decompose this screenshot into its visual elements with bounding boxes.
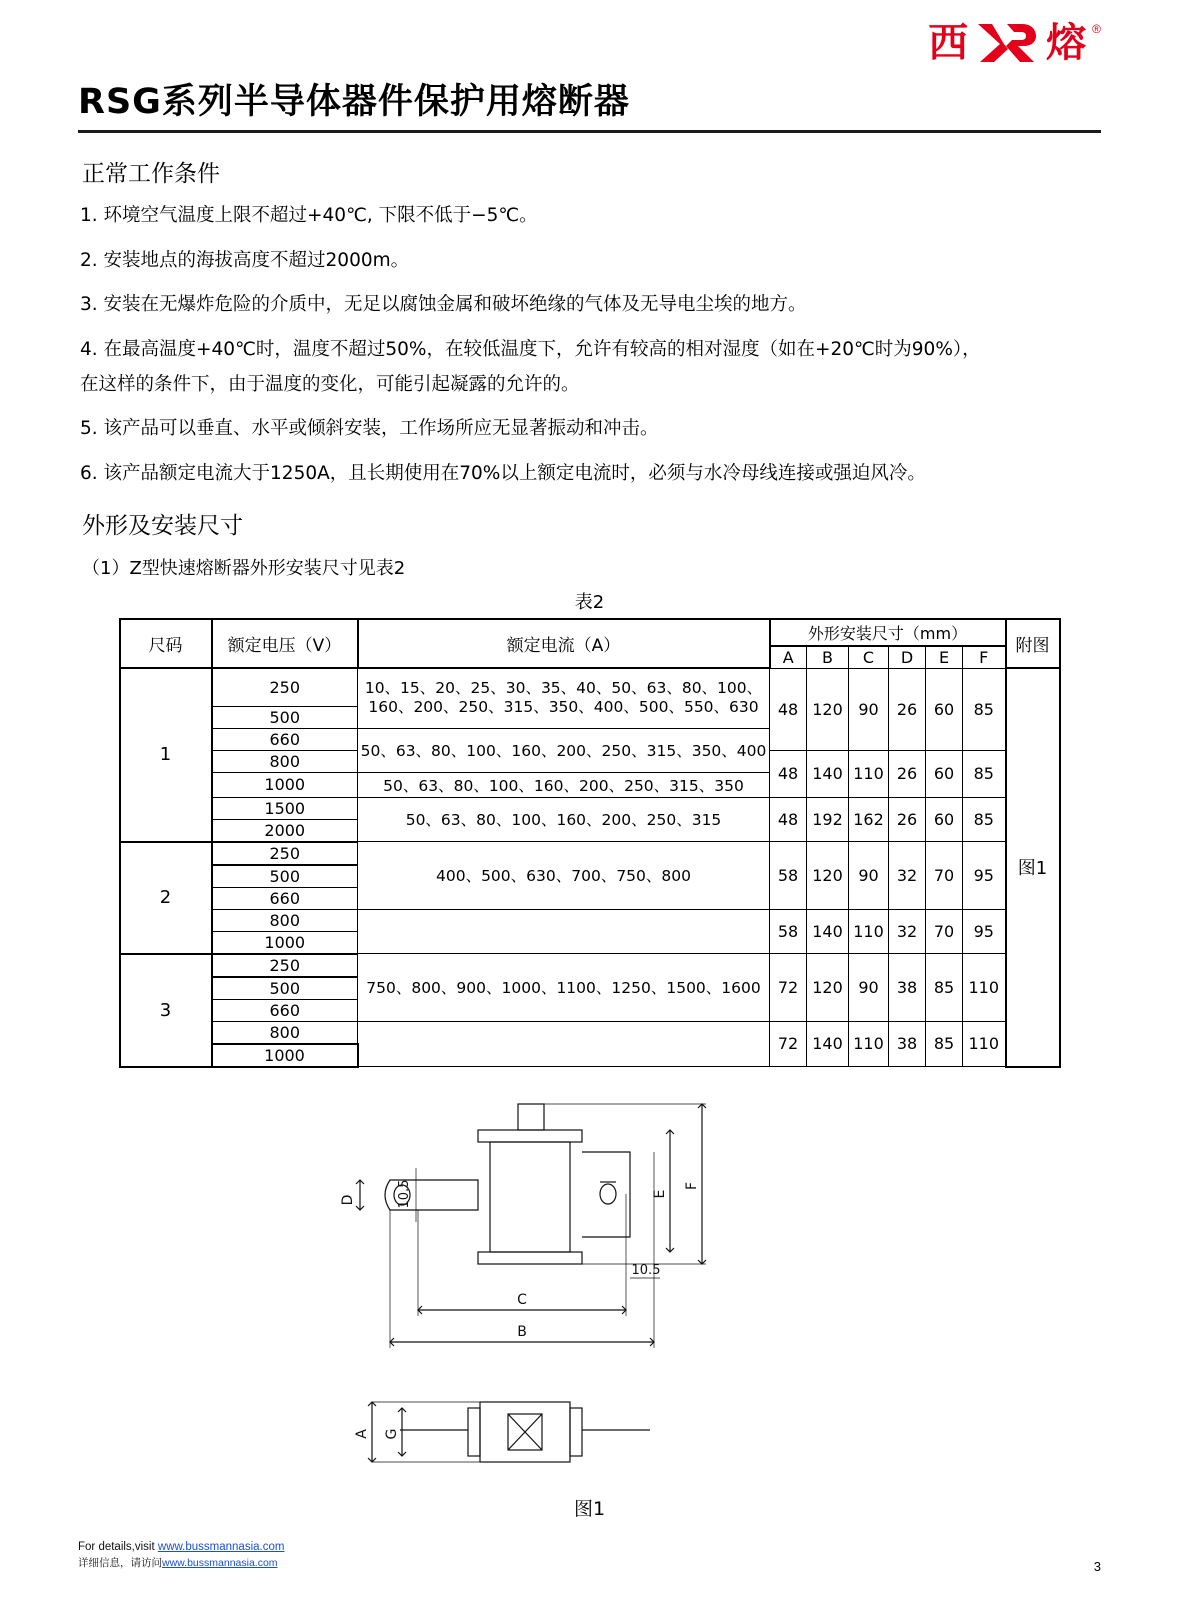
header-dim-b: B <box>807 646 849 669</box>
cell-dim-d: 32 <box>889 909 926 954</box>
cell-dim-f: 85 <box>963 668 1006 750</box>
cell-dim-d: 38 <box>889 954 926 1022</box>
cell-voltage: 500 <box>212 706 358 728</box>
header-dim-e: E <box>926 646 963 669</box>
label-g: G <box>383 1428 400 1440</box>
cell-dim-f: 85 <box>963 750 1006 797</box>
header-voltage: 额定电压（V） <box>212 619 358 669</box>
cell-dim-e: 60 <box>926 797 963 842</box>
label-dim-left: 10.5 <box>396 1179 412 1209</box>
cell-voltage: 250 <box>212 954 358 977</box>
cell-size-1: 1 <box>120 668 212 842</box>
cell-dim-c: 90 <box>849 842 889 910</box>
footer-line-2 <box>78 1556 284 1572</box>
label-f: F <box>683 1181 700 1190</box>
cell-current: 750、800、900、1000、1100、1250、1500、1600 <box>358 954 770 1022</box>
cell-size-2: 2 <box>120 842 212 954</box>
logo-right-character: 熔 <box>1046 20 1087 66</box>
condition-item-3: 3. 安装在无爆炸危险的介质中，无足以腐蚀金属和破坏绝缘的气体及无导电尘埃的地方。 <box>80 294 807 316</box>
cell-voltage: 660 <box>212 999 358 1021</box>
cell-dim-e: 85 <box>926 954 963 1022</box>
cell-dim-c: 110 <box>849 909 889 954</box>
cell-dim-b: 120 <box>807 842 849 910</box>
cell-dim-e: 70 <box>926 842 963 910</box>
cell-voltage: 500 <box>212 977 358 1000</box>
header-size: 尺码 <box>120 619 212 669</box>
cell-dim-b: 140 <box>807 750 849 797</box>
cell-current: 50、63、80、100、160、200、250、315、350、400 <box>358 728 770 772</box>
condition-item-5: 5. 该产品可以垂直、水平或倾斜安装，工作场所应无显著振动和冲击。 <box>80 418 659 440</box>
section-heading-dimensions: 外形及安装尺寸 <box>82 512 243 539</box>
page-title: RSG系列半导体器件保护用熔断器 <box>78 82 630 122</box>
current-line-1: 10、15、20、25、30、35、40、50、63、80、100、 <box>364 679 763 698</box>
title-divider <box>78 130 1101 133</box>
cell-dim-e: 60 <box>926 750 963 797</box>
table-row <box>120 909 1060 931</box>
footer-line-2-prefix: 详细信息，请访问 <box>78 1557 162 1570</box>
cell-dim-d: 32 <box>889 842 926 910</box>
cell-dim-a: 48 <box>770 750 807 797</box>
cell-dim-b: 192 <box>807 797 849 842</box>
cell-dim-a: 48 <box>770 797 807 842</box>
cell-voltage: 250 <box>212 668 358 706</box>
label-a: A <box>353 1428 370 1439</box>
header-dimensions-group: 外形安装尺寸（mm） <box>770 619 1006 646</box>
dimensions-note: （1）Z型快速熔断器外形安装尺寸见表2 <box>82 557 406 579</box>
cell-dim-f: 95 <box>963 909 1006 954</box>
cell-voltage: 1500 <box>212 797 358 819</box>
table-row <box>120 797 1060 819</box>
table-caption: 表2 <box>574 591 605 613</box>
cell-current <box>358 909 770 954</box>
current-line-2: 160、200、250、315、350、400、500、550、630 <box>368 698 759 717</box>
cell-current: 400、500、630、700、750、800 <box>358 842 770 910</box>
logo-left-character: 西 <box>928 20 969 66</box>
cell-size-3: 3 <box>120 954 212 1067</box>
footer-line-1 <box>78 1539 284 1556</box>
cell-figure-reference: 图1 <box>1006 668 1060 1067</box>
brand-logo <box>928 20 1101 66</box>
cell-voltage: 250 <box>212 842 358 865</box>
header-current: 额定电流（A） <box>358 619 770 669</box>
cell-voltage: 500 <box>212 865 358 888</box>
header-dim-a: A <box>770 646 807 669</box>
cell-dim-c: 162 <box>849 797 889 842</box>
cell-dim-c: 110 <box>849 1021 889 1067</box>
footer-line-1-prefix: For details,visit <box>78 1541 158 1553</box>
footer-link-chinese[interactable]: www.bussmannasia.com <box>162 1557 278 1570</box>
footer <box>78 1539 284 1572</box>
cell-dim-b: 120 <box>807 954 849 1022</box>
label-d: D <box>339 1194 356 1206</box>
cell-dim-f: 95 <box>963 842 1006 910</box>
table-row <box>120 668 1060 706</box>
header-dim-c: C <box>849 646 889 669</box>
cell-dim-e: 85 <box>926 1021 963 1067</box>
cell-dim-d: 26 <box>889 750 926 797</box>
page-number: 3 <box>1093 1559 1101 1574</box>
cell-dim-d: 26 <box>889 668 926 750</box>
cell-voltage: 800 <box>212 750 358 772</box>
label-b: B <box>516 1323 527 1340</box>
cell-dim-a: 48 <box>770 668 807 750</box>
cell-voltage: 660 <box>212 728 358 750</box>
cell-dim-c: 90 <box>849 954 889 1022</box>
cell-voltage: 1000 <box>212 931 358 954</box>
cell-dim-f: 110 <box>963 954 1006 1022</box>
footer-link-english[interactable]: www.bussmannasia.com <box>157 1541 285 1553</box>
cell-voltage: 1000 <box>212 772 358 797</box>
header-dim-d: D <box>889 646 926 669</box>
cell-current: 50、63、80、100、160、200、250、315 <box>358 797 770 842</box>
technical-drawing <box>78 1082 1101 1520</box>
cell-voltage: 660 <box>212 887 358 909</box>
cell-voltage: 2000 <box>212 819 358 842</box>
condition-item-1: 1. 环境空气温度上限不超过+40℃, 下限不低于−5℃。 <box>80 205 538 226</box>
condition-item-2: 2. 安装地点的海拔高度不超过2000m。 <box>80 249 410 271</box>
cell-current <box>358 1021 770 1067</box>
cell-voltage: 1000 <box>212 1044 358 1067</box>
cell-current <box>358 668 770 728</box>
section-heading-conditions: 正常工作条件 <box>82 161 220 187</box>
label-c: C <box>516 1291 527 1308</box>
cell-dim-d: 26 <box>889 797 926 842</box>
cell-dim-a: 58 <box>770 909 807 954</box>
label-dim-right: 10.5 <box>631 1262 660 1278</box>
table-row <box>120 1021 1060 1044</box>
fuse-outline-drawing-svg <box>330 1082 850 1492</box>
cell-current: 50、63、80、100、160、200、250、315、350 <box>358 772 770 797</box>
header-figure: 附图 <box>1006 619 1060 669</box>
cell-dim-c: 90 <box>849 668 889 750</box>
xr-mark-icon <box>974 20 1040 66</box>
cell-dim-e: 60 <box>926 668 963 750</box>
cell-dim-f: 85 <box>963 797 1006 842</box>
cell-dim-f: 110 <box>963 1021 1006 1067</box>
registered-trademark-icon: ® <box>1092 22 1101 36</box>
label-e: E <box>651 1189 668 1199</box>
cell-dim-b: 140 <box>807 909 849 954</box>
cell-dim-b: 140 <box>807 1021 849 1067</box>
condition-item-4-continued: 在这样的条件下，由于温度的变化，可能引起凝露的允许的。 <box>80 373 580 395</box>
figure-caption: 图1 <box>573 1497 606 1520</box>
cell-dim-d: 38 <box>889 1021 926 1067</box>
table-row <box>120 954 1060 977</box>
cell-dim-e: 70 <box>926 909 963 954</box>
cell-dim-a: 58 <box>770 842 807 910</box>
cell-dim-c: 110 <box>849 750 889 797</box>
cell-voltage: 800 <box>212 1021 358 1044</box>
header-logo-row <box>78 0 1101 70</box>
header-dim-f: F <box>963 646 1006 669</box>
cell-dim-a: 72 <box>770 954 807 1022</box>
condition-item-4: 4. 在最高温度+40℃时，温度不超过50%，在较低温度下，允许有较高的相对湿度（如在+20℃时为90%）， <box>80 339 981 361</box>
cell-dim-a: 72 <box>770 1021 807 1067</box>
condition-item-6: 6. 该产品额定电流大于1250A，且长期使用在70%以上额定电流时，必须与水冷母线连接或强迫风冷。 <box>80 463 926 485</box>
dimensions-table <box>119 618 1061 1068</box>
table-row <box>120 842 1060 865</box>
table-header-row-1 <box>120 619 1060 646</box>
cell-voltage: 800 <box>212 909 358 931</box>
cell-dim-b: 120 <box>807 668 849 750</box>
